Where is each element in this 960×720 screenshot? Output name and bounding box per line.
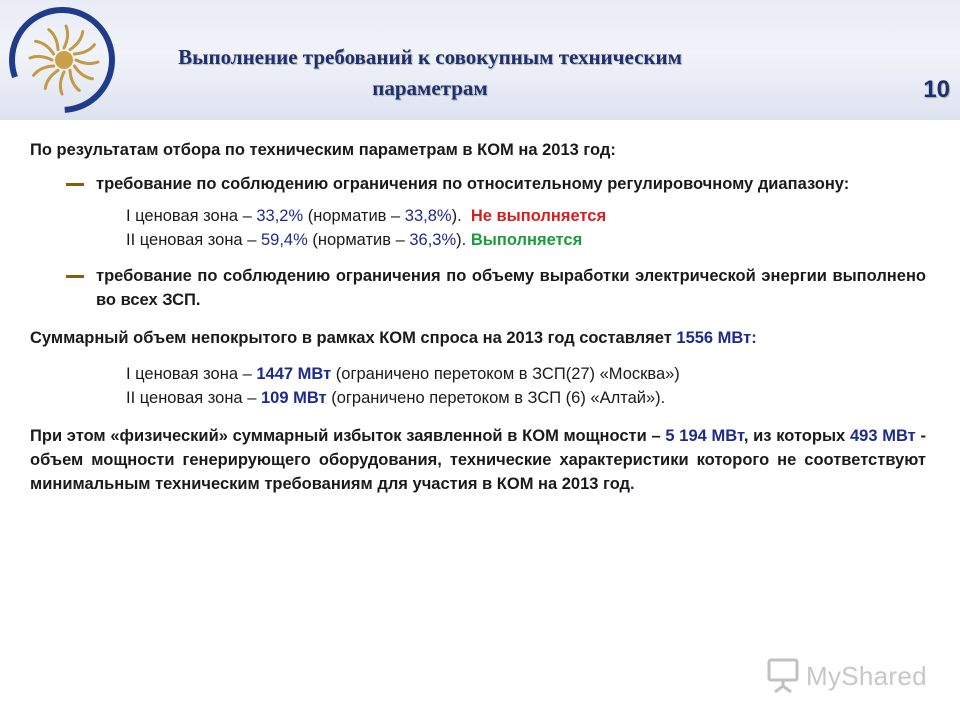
zone-label: II ценовая зона – [126,231,257,249]
bullet-dash-icon [66,275,84,278]
zone-value: 109 МВт [260,389,327,407]
bullet-dash-icon [66,183,84,186]
zone-1-range [30,204,926,228]
zone-2-deficit [30,386,926,410]
excess-value: 5 194 МВт [665,427,744,445]
status-pass: Выполняется [470,231,583,249]
company-logo-sun-icon [6,4,118,116]
bullet-range-requirement [30,172,926,196]
presentation-board-icon [766,658,800,694]
slide-body [30,138,926,496]
watermark [766,656,936,696]
norm-value: 36,3% [409,231,457,249]
summary-text: Суммарный объем непокрытого в рамках КОМ спроса на 2013 год составляет [30,329,672,347]
final-paragraph [30,424,926,496]
final-period: . [630,475,635,493]
zone-value: 1447 МВт [256,365,332,383]
zone-1-deficit [30,362,926,386]
bullet-text: требование по соблюдению ограничения по относительному регулировочному диапазону: [96,175,850,193]
final-text: - объем мощности генерирующего оборудования, технические характеристики которого не соответствуют минимальным техническим требованиям для участия в КОМ на 2013 год [30,427,926,493]
bullet-text: требование по соблюдению ограничения по объему выработки электрической энергии выполнено во всех ЗСП. [96,267,926,309]
norm-label: (норматив – [307,207,401,225]
status-fail: Не выполняется [470,207,607,225]
zone-label: I ценовая зона – [126,365,252,383]
zone-value: 59,4% [260,231,308,249]
page-number: 10 [923,76,950,103]
slide-header [0,0,960,120]
norm-label: (норматив – [312,231,405,249]
norm-suffix: ). [451,207,462,225]
zone-note: (ограничено перетоком в ЗСП(27) «Москва») [335,365,680,383]
zone-note: (ограничено перетоком в ЗСП (6) «Алтай»). [331,389,666,407]
zone-label: II ценовая зона – [126,389,257,407]
final-text: , из которых [743,427,846,445]
watermark-text: MyShared [806,660,927,691]
norm-suffix: ). [456,231,467,249]
final-text: При этом «физический» суммарный избыток заявленной в КОМ мощности – [30,427,661,445]
zone-value: 33,2% [256,207,304,225]
intro-text: По результатам отбора по техническим параметрам в КОМ на 2013 год: [30,141,616,159]
summary-value: 1556 МВт: [676,329,757,347]
summary-paragraph [30,326,926,350]
slide-title: Выполнение требований к совокупным техническим параметрам [178,45,682,100]
norm-value: 33,8% [404,207,452,225]
bullet-volume-requirement [30,264,926,312]
noncompliant-value: 493 МВт [849,427,916,445]
zone-2-range [30,228,926,252]
zone-label: I ценовая зона – [126,207,252,225]
